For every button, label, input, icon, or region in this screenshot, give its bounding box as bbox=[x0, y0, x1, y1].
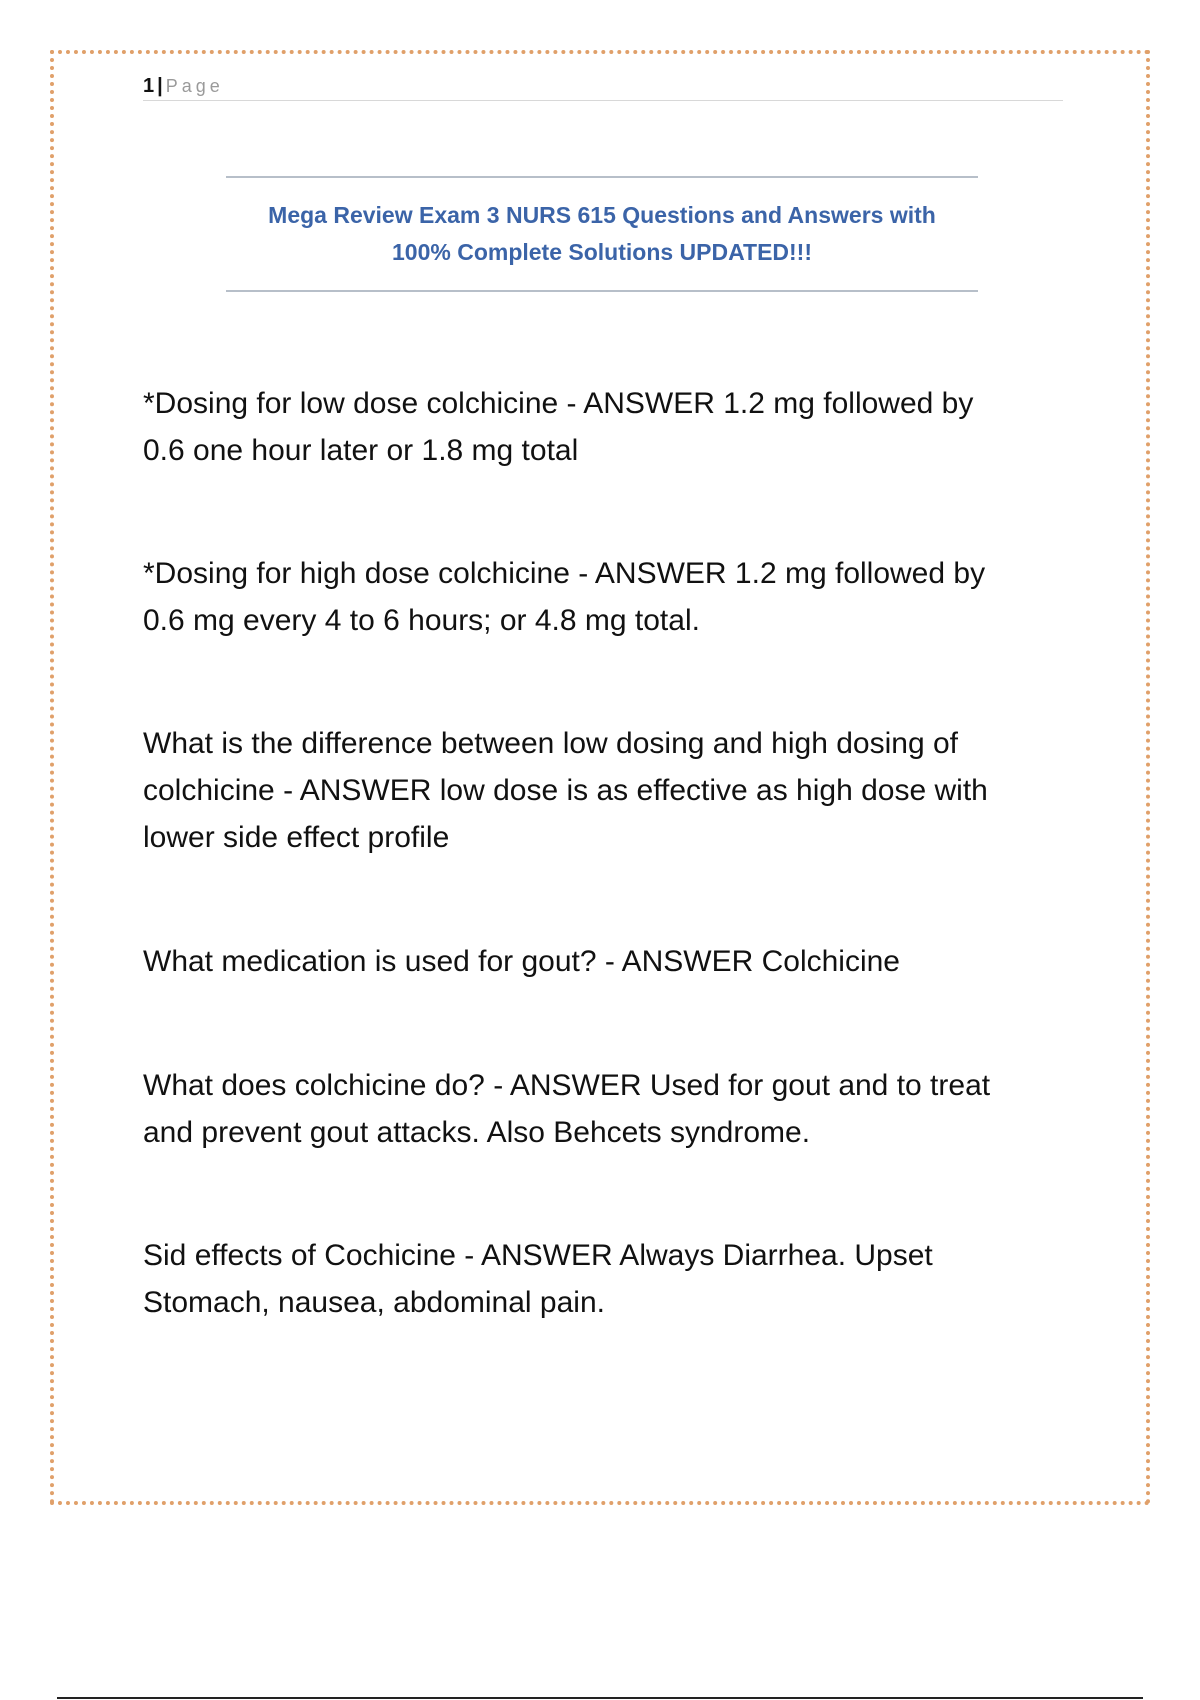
qa-line: What does colchicine do? - ANSWER Used for gout and to treat bbox=[143, 1069, 991, 1102]
document-title bbox=[232, 197, 972, 271]
qa-line: 0.6 one hour later or 1.8 mg total bbox=[143, 434, 579, 467]
title-block bbox=[226, 176, 978, 292]
page-separator: | bbox=[157, 75, 163, 97]
qa-item-side-effects bbox=[143, 1232, 933, 1326]
qa-line: lower side effect profile bbox=[143, 821, 450, 854]
qa-line: *Dosing for low dose colchicine - ANSWER 1.2 mg followed by bbox=[143, 387, 974, 420]
qa-line: What is the difference between low dosing and high dosing of bbox=[143, 727, 958, 760]
document-title-line-1: Mega Review Exam 3 NURS 615 Questions and Answers with bbox=[268, 202, 936, 228]
qa-item-low-dose bbox=[143, 380, 973, 474]
document-title-line-2: 100% Complete Solutions UPDATED!!! bbox=[392, 239, 812, 265]
qa-item-gout-medication bbox=[143, 938, 900, 985]
qa-line: Stomach, nausea, abdominal pain. bbox=[143, 1286, 605, 1319]
bottom-rule bbox=[57, 1697, 1143, 1699]
qa-item-dosing-difference bbox=[143, 720, 988, 861]
qa-line: colchicine - ANSWER low dose is as effective as high dose with bbox=[143, 774, 988, 807]
page-header bbox=[143, 74, 1063, 101]
qa-line: 0.6 mg every 4 to 6 hours; or 4.8 mg total. bbox=[143, 604, 700, 637]
qa-line: *Dosing for high dose colchicine - ANSWER 1.2 mg followed by bbox=[143, 557, 986, 590]
qa-line: Sid effects of Cochicine - ANSWER Always Diarrhea. Upset bbox=[143, 1239, 933, 1272]
qa-item-high-dose bbox=[143, 550, 985, 644]
qa-line: and prevent gout attacks. Also Behcets syndrome. bbox=[143, 1116, 811, 1149]
page-number: 1 bbox=[143, 75, 155, 97]
qa-item-colchicine-use bbox=[143, 1062, 990, 1156]
qa-line: What medication is used for gout? - ANSWER Colchicine bbox=[143, 945, 900, 978]
page-label: Page bbox=[165, 76, 224, 96]
